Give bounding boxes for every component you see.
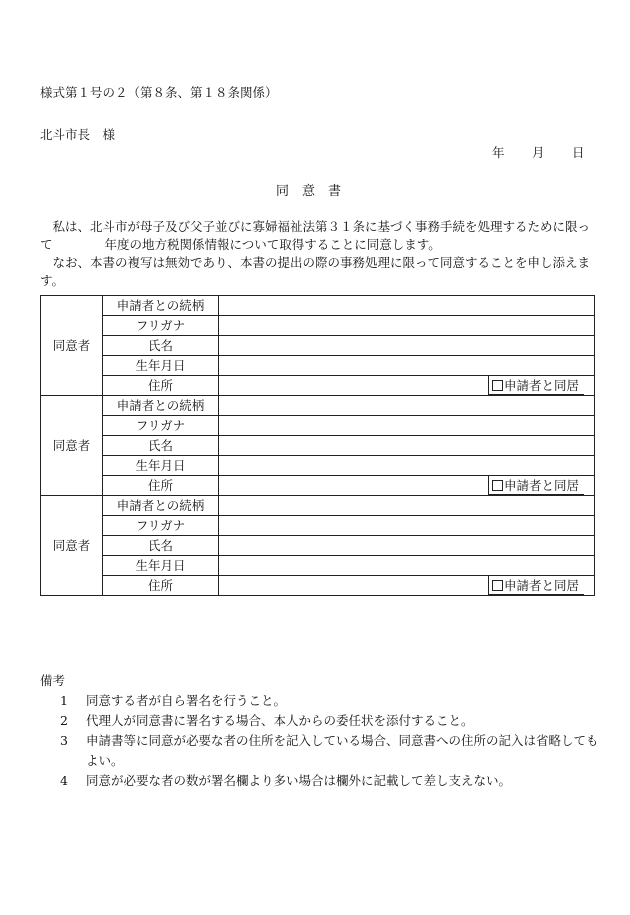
consent-paragraph-2: なお、本書の複写は無効であり、本書の提出の際の事務処理に限って同意することを申し添えます。: [40, 255, 591, 288]
table-row: [41, 456, 595, 476]
furigana-label: フリガナ: [103, 516, 219, 536]
document-title: 同意書: [275, 184, 354, 199]
address-field[interactable]: [219, 576, 595, 596]
consent-table: [40, 295, 595, 596]
birthdate-label: 生年月日: [103, 356, 219, 376]
address-label: 住所: [103, 576, 219, 596]
furigana-field[interactable]: [219, 416, 595, 436]
form-number: 様式第１号の２（第８条、第１８条関係）: [40, 85, 278, 100]
consenter-label: 同意者: [41, 396, 103, 496]
note-number: 1: [60, 693, 68, 708]
same-residence-option[interactable]: [488, 376, 584, 395]
date-line: [492, 143, 585, 161]
name-field[interactable]: [219, 336, 595, 356]
table-row: [41, 576, 595, 596]
table-row: [41, 396, 595, 416]
relationship-label: 申請者との続柄: [103, 296, 219, 316]
note-text: 申請書等に同意が必要な者の住所を記入している場合、同意書への住所の記入は省略してもよい。: [86, 733, 599, 768]
consenter-label: 同意者: [41, 496, 103, 596]
table-row: [41, 536, 595, 556]
consent-paragraph-1: [40, 218, 594, 254]
relationship-label: 申請者との続柄: [103, 496, 219, 516]
name-label: 氏名: [103, 336, 219, 356]
relationship-field[interactable]: [219, 496, 595, 516]
table-row: [41, 416, 595, 436]
birthdate-field[interactable]: [219, 456, 595, 476]
note-number: 2: [60, 713, 68, 728]
table-row: [41, 316, 595, 336]
address-field[interactable]: [219, 476, 595, 496]
table-row: [41, 296, 595, 316]
furigana-label: フリガナ: [103, 416, 219, 436]
birthdate-field[interactable]: [219, 556, 595, 576]
table-row: [41, 476, 595, 496]
note-item: [40, 711, 600, 731]
address-label: 住所: [103, 376, 219, 396]
table-row: [41, 356, 595, 376]
body-text: [40, 218, 594, 290]
relationship-field[interactable]: [219, 396, 595, 416]
same-residence-label: 申請者と同居: [504, 578, 580, 593]
consenter-label: 同意者: [41, 296, 103, 396]
same-residence-option[interactable]: [488, 476, 584, 495]
note-item: [40, 731, 600, 771]
birthdate-field[interactable]: [219, 356, 595, 376]
date-year: 年: [492, 145, 505, 160]
address-field[interactable]: [219, 376, 595, 396]
table-row: [41, 376, 595, 396]
note-number: 3: [60, 733, 68, 748]
birthdate-label: 生年月日: [103, 556, 219, 576]
table-row: [41, 436, 595, 456]
date-day: 日: [572, 145, 585, 160]
note-number: 4: [60, 773, 68, 788]
notes-label: 備考: [40, 673, 66, 688]
table-row: [41, 516, 595, 536]
relationship-label: 申請者との続柄: [103, 396, 219, 416]
date-month: 月: [532, 145, 545, 160]
same-residence-checkbox[interactable]: [492, 580, 503, 591]
furigana-field[interactable]: [219, 516, 595, 536]
table-row: [41, 496, 595, 516]
birthdate-label: 生年月日: [103, 456, 219, 476]
name-label: 氏名: [103, 436, 219, 456]
note-text: 同意が必要な者の数が署名欄より多い場合は欄外に記載して差し支えない。: [86, 773, 512, 788]
note-text: 代理人が同意書に署名する場合、本人からの委任状を添付すること。: [86, 713, 474, 728]
notes-section: [40, 671, 600, 791]
table-row: [41, 336, 595, 356]
same-residence-option[interactable]: [488, 576, 584, 595]
note-item: [40, 771, 600, 791]
name-field[interactable]: [219, 536, 595, 556]
same-residence-label: 申請者と同居: [504, 478, 580, 493]
same-residence-label: 申請者と同居: [504, 378, 580, 393]
name-field[interactable]: [219, 436, 595, 456]
relationship-field[interactable]: [219, 296, 595, 316]
furigana-label: フリガナ: [103, 316, 219, 336]
consent-text-part1: 私は、北斗市が母子及び父子並びに寡婦福祉法第３１条に基づく事務手続を処理するために限って: [40, 219, 591, 252]
same-residence-checkbox[interactable]: [492, 480, 503, 491]
table-row: [41, 556, 595, 576]
consent-text-part2: 年度の地方税関係情報について取得することに同意します。: [104, 237, 441, 252]
address-label: 住所: [103, 476, 219, 496]
addressee: 北斗市長 様: [40, 127, 116, 142]
note-text: 同意する者が自ら署名を行うこと。: [86, 693, 287, 708]
same-residence-checkbox[interactable]: [492, 380, 503, 391]
note-item: [40, 691, 600, 711]
furigana-field[interactable]: [219, 316, 595, 336]
name-label: 氏名: [103, 536, 219, 556]
